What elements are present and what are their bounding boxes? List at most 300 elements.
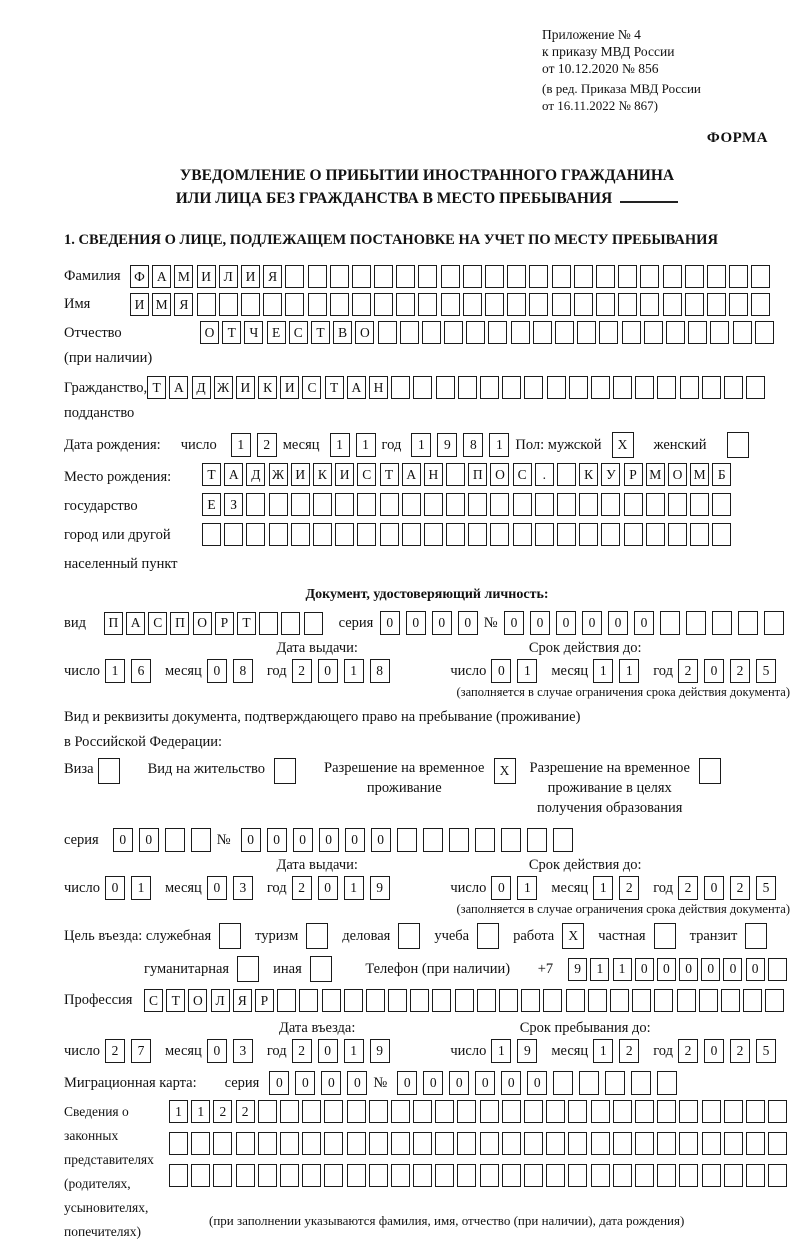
- char-cell[interactable]: 1: [590, 958, 609, 981]
- char-cell[interactable]: 1: [517, 876, 537, 900]
- char-cell[interactable]: [613, 1164, 632, 1187]
- char-cell[interactable]: 2: [619, 1039, 639, 1063]
- char-cell[interactable]: [685, 293, 704, 316]
- char-cell[interactable]: [685, 265, 704, 288]
- char-cell[interactable]: [724, 1100, 743, 1123]
- char-cell[interactable]: 0: [423, 1071, 443, 1095]
- char-cell[interactable]: С: [148, 612, 167, 635]
- char-cell[interactable]: [751, 293, 770, 316]
- char-cell[interactable]: [310, 956, 332, 982]
- char-cell[interactable]: [596, 293, 615, 316]
- char-cell[interactable]: [291, 493, 310, 516]
- char-cell[interactable]: Т: [202, 463, 221, 486]
- char-cell[interactable]: [654, 989, 673, 1012]
- char-cell[interactable]: [304, 612, 323, 635]
- char-cell[interactable]: [524, 1132, 543, 1155]
- char-cell[interactable]: А: [169, 376, 188, 399]
- char-cell[interactable]: [236, 1164, 255, 1187]
- char-cell[interactable]: [335, 523, 354, 546]
- char-cell[interactable]: 0: [241, 828, 261, 852]
- char-cell[interactable]: 2: [730, 1039, 750, 1063]
- char-cell[interactable]: [502, 1132, 521, 1155]
- char-cell[interactable]: [591, 376, 610, 399]
- char-cell[interactable]: Я: [233, 989, 252, 1012]
- char-cell[interactable]: Б: [712, 463, 731, 486]
- char-cell[interactable]: [98, 758, 120, 784]
- char-cell[interactable]: 1: [131, 876, 151, 900]
- char-cell[interactable]: 1: [491, 1039, 511, 1063]
- char-cell[interactable]: [712, 493, 731, 516]
- char-cell[interactable]: 3: [233, 1039, 253, 1063]
- char-cell[interactable]: 0: [679, 958, 698, 981]
- char-cell[interactable]: 0: [319, 828, 339, 852]
- char-cell[interactable]: [352, 293, 371, 316]
- char-cell[interactable]: [613, 376, 632, 399]
- char-cell[interactable]: [374, 265, 393, 288]
- char-cell[interactable]: [677, 989, 696, 1012]
- char-cell[interactable]: 9: [370, 876, 390, 900]
- char-cell[interactable]: И: [197, 265, 216, 288]
- char-cell[interactable]: [455, 989, 474, 1012]
- char-cell[interactable]: И: [335, 463, 354, 486]
- char-cell[interactable]: [511, 321, 530, 344]
- char-cell[interactable]: [463, 293, 482, 316]
- char-cell[interactable]: [485, 265, 504, 288]
- char-cell[interactable]: Т: [147, 376, 166, 399]
- char-cell[interactable]: [347, 1164, 366, 1187]
- char-cell[interactable]: 0: [582, 611, 602, 635]
- char-cell[interactable]: 1: [613, 958, 632, 981]
- char-cell[interactable]: [557, 523, 576, 546]
- char-cell[interactable]: Т: [237, 612, 256, 635]
- char-cell[interactable]: [751, 265, 770, 288]
- char-cell[interactable]: [397, 828, 417, 852]
- char-cell[interactable]: [524, 1100, 543, 1123]
- char-cell[interactable]: 2: [105, 1039, 125, 1063]
- char-cell[interactable]: [418, 293, 437, 316]
- char-cell[interactable]: [535, 523, 554, 546]
- char-cell[interactable]: 0: [458, 611, 478, 635]
- char-cell[interactable]: [422, 321, 441, 344]
- char-cell[interactable]: [547, 376, 566, 399]
- char-cell[interactable]: [246, 523, 265, 546]
- char-cell[interactable]: [502, 376, 521, 399]
- char-cell[interactable]: 0: [491, 876, 511, 900]
- char-cell[interactable]: 1: [593, 659, 613, 683]
- char-cell[interactable]: [699, 989, 718, 1012]
- blank-line[interactable]: [620, 187, 678, 203]
- char-cell[interactable]: О: [188, 989, 207, 1012]
- char-cell[interactable]: [729, 293, 748, 316]
- char-cell[interactable]: 0: [321, 1071, 341, 1095]
- char-cell[interactable]: [410, 989, 429, 1012]
- char-cell[interactable]: [302, 1164, 321, 1187]
- char-cell[interactable]: С: [289, 321, 308, 344]
- char-cell[interactable]: 9: [517, 1039, 537, 1063]
- char-cell[interactable]: [724, 376, 743, 399]
- char-cell[interactable]: 2: [236, 1100, 255, 1123]
- char-cell[interactable]: [388, 989, 407, 1012]
- char-cell[interactable]: [605, 1071, 625, 1095]
- char-cell[interactable]: [457, 1100, 476, 1123]
- char-cell[interactable]: [768, 1132, 787, 1155]
- char-cell[interactable]: 0: [501, 1071, 521, 1095]
- char-cell[interactable]: С: [302, 376, 321, 399]
- char-cell[interactable]: [369, 1100, 388, 1123]
- char-cell[interactable]: 0: [657, 958, 676, 981]
- char-cell[interactable]: [202, 523, 221, 546]
- char-cell[interactable]: [555, 321, 574, 344]
- char-cell[interactable]: [446, 463, 465, 486]
- char-cell[interactable]: М: [152, 293, 171, 316]
- char-cell[interactable]: Т: [311, 321, 330, 344]
- char-cell[interactable]: [666, 321, 685, 344]
- char-cell[interactable]: [435, 1132, 454, 1155]
- char-cell[interactable]: [543, 989, 562, 1012]
- char-cell[interactable]: [259, 612, 278, 635]
- char-cell[interactable]: [635, 1100, 654, 1123]
- char-cell[interactable]: [396, 265, 415, 288]
- char-cell[interactable]: [591, 1100, 610, 1123]
- char-cell[interactable]: Н: [369, 376, 388, 399]
- char-cell[interactable]: [546, 1132, 565, 1155]
- char-cell[interactable]: [733, 321, 752, 344]
- char-cell[interactable]: [477, 989, 496, 1012]
- char-cell[interactable]: 0: [701, 958, 720, 981]
- char-cell[interactable]: 0: [380, 611, 400, 635]
- char-cell[interactable]: Е: [202, 493, 221, 516]
- char-cell[interactable]: У: [601, 463, 620, 486]
- char-cell[interactable]: [663, 293, 682, 316]
- char-cell[interactable]: [280, 1100, 299, 1123]
- char-cell[interactable]: [702, 376, 721, 399]
- char-cell[interactable]: А: [224, 463, 243, 486]
- char-cell[interactable]: [738, 611, 758, 635]
- char-cell[interactable]: [507, 293, 526, 316]
- char-cell[interactable]: [768, 958, 787, 981]
- char-cell[interactable]: [237, 956, 259, 982]
- char-cell[interactable]: [668, 523, 687, 546]
- char-cell[interactable]: [646, 493, 665, 516]
- char-cell[interactable]: С: [144, 989, 163, 1012]
- char-cell[interactable]: [369, 1164, 388, 1187]
- char-cell[interactable]: [724, 1164, 743, 1187]
- char-cell[interactable]: [746, 1132, 765, 1155]
- char-cell[interactable]: 1: [489, 433, 509, 457]
- char-cell[interactable]: [743, 989, 762, 1012]
- char-cell[interactable]: [546, 1164, 565, 1187]
- char-cell[interactable]: Ж: [214, 376, 233, 399]
- char-cell[interactable]: [502, 1100, 521, 1123]
- char-cell[interactable]: 0: [491, 659, 511, 683]
- char-cell[interactable]: [591, 1164, 610, 1187]
- char-cell[interactable]: [485, 293, 504, 316]
- char-cell[interactable]: [599, 321, 618, 344]
- char-cell[interactable]: [280, 1164, 299, 1187]
- char-cell[interactable]: И: [280, 376, 299, 399]
- char-cell[interactable]: [169, 1132, 188, 1155]
- char-cell[interactable]: [169, 1164, 188, 1187]
- char-cell[interactable]: 0: [449, 1071, 469, 1095]
- char-cell[interactable]: 0: [635, 958, 654, 981]
- char-cell[interactable]: 0: [207, 876, 227, 900]
- char-cell[interactable]: [291, 523, 310, 546]
- char-cell[interactable]: 7: [131, 1039, 151, 1063]
- char-cell[interactable]: 0: [371, 828, 391, 852]
- char-cell[interactable]: [324, 1132, 343, 1155]
- char-cell[interactable]: 1: [330, 433, 350, 457]
- char-cell[interactable]: [618, 265, 637, 288]
- char-cell[interactable]: [274, 758, 296, 784]
- char-cell[interactable]: Р: [215, 612, 234, 635]
- char-cell[interactable]: 0: [269, 1071, 289, 1095]
- char-cell[interactable]: 0: [475, 1071, 495, 1095]
- char-cell[interactable]: [306, 923, 328, 949]
- char-cell[interactable]: [568, 1132, 587, 1155]
- char-cell[interactable]: [352, 265, 371, 288]
- char-cell[interactable]: [632, 989, 651, 1012]
- char-cell[interactable]: И: [291, 463, 310, 486]
- char-cell[interactable]: [269, 493, 288, 516]
- char-cell[interactable]: 1: [344, 876, 364, 900]
- char-cell[interactable]: А: [152, 265, 171, 288]
- char-cell[interactable]: [466, 321, 485, 344]
- char-cell[interactable]: 0: [267, 828, 287, 852]
- char-cell[interactable]: [308, 265, 327, 288]
- char-cell[interactable]: [679, 1132, 698, 1155]
- char-cell[interactable]: 0: [397, 1071, 417, 1095]
- char-cell[interactable]: [702, 1132, 721, 1155]
- char-cell[interactable]: [435, 1100, 454, 1123]
- char-cell[interactable]: [657, 1164, 676, 1187]
- char-cell[interactable]: Я: [174, 293, 193, 316]
- char-cell[interactable]: П: [104, 612, 123, 635]
- char-cell[interactable]: [302, 1100, 321, 1123]
- char-cell[interactable]: 1: [411, 433, 431, 457]
- char-cell[interactable]: 0: [608, 611, 628, 635]
- char-cell[interactable]: К: [579, 463, 598, 486]
- char-cell[interactable]: [640, 265, 659, 288]
- char-cell[interactable]: [468, 523, 487, 546]
- char-cell[interactable]: И: [241, 265, 260, 288]
- char-cell[interactable]: Я: [263, 265, 282, 288]
- char-cell[interactable]: [499, 989, 518, 1012]
- char-cell[interactable]: [285, 265, 304, 288]
- char-cell[interactable]: [391, 1164, 410, 1187]
- char-cell[interactable]: М: [646, 463, 665, 486]
- char-cell[interactable]: [436, 376, 455, 399]
- char-cell[interactable]: 0: [704, 659, 724, 683]
- char-cell[interactable]: [391, 1100, 410, 1123]
- char-cell[interactable]: 0: [318, 1039, 338, 1063]
- char-cell[interactable]: [553, 1071, 573, 1095]
- char-cell[interactable]: [577, 321, 596, 344]
- char-cell[interactable]: 0: [723, 958, 742, 981]
- char-cell[interactable]: [213, 1164, 232, 1187]
- char-cell[interactable]: И: [130, 293, 149, 316]
- char-cell[interactable]: [191, 1132, 210, 1155]
- char-cell[interactable]: [191, 1164, 210, 1187]
- char-cell[interactable]: О: [200, 321, 219, 344]
- char-cell[interactable]: 9: [568, 958, 587, 981]
- char-cell[interactable]: [191, 828, 211, 852]
- char-cell[interactable]: Ж: [269, 463, 288, 486]
- char-cell[interactable]: Д: [246, 463, 265, 486]
- char-cell[interactable]: 0: [318, 659, 338, 683]
- char-cell[interactable]: 0: [113, 828, 133, 852]
- char-cell[interactable]: [432, 989, 451, 1012]
- char-cell[interactable]: [441, 265, 460, 288]
- char-cell[interactable]: [553, 828, 573, 852]
- char-cell[interactable]: [657, 1132, 676, 1155]
- char-cell[interactable]: 0: [556, 611, 576, 635]
- char-cell[interactable]: [475, 828, 495, 852]
- char-cell[interactable]: [236, 1132, 255, 1155]
- char-cell[interactable]: П: [468, 463, 487, 486]
- char-cell[interactable]: 0: [345, 828, 365, 852]
- char-cell[interactable]: [535, 493, 554, 516]
- char-cell[interactable]: [418, 265, 437, 288]
- char-cell[interactable]: 5: [756, 876, 776, 900]
- char-cell[interactable]: [366, 989, 385, 1012]
- char-cell[interactable]: [402, 523, 421, 546]
- char-cell[interactable]: Т: [380, 463, 399, 486]
- char-cell[interactable]: [513, 493, 532, 516]
- char-cell[interactable]: 1: [344, 1039, 364, 1063]
- char-cell[interactable]: 5: [756, 1039, 776, 1063]
- char-cell[interactable]: [546, 1100, 565, 1123]
- char-cell[interactable]: Т: [166, 989, 185, 1012]
- char-cell[interactable]: [521, 989, 540, 1012]
- char-cell[interactable]: 1: [593, 1039, 613, 1063]
- char-cell[interactable]: [380, 523, 399, 546]
- char-cell[interactable]: [533, 321, 552, 344]
- char-cell[interactable]: [391, 1132, 410, 1155]
- char-cell[interactable]: О: [490, 463, 509, 486]
- char-cell[interactable]: [507, 265, 526, 288]
- char-cell[interactable]: 2: [292, 659, 312, 683]
- char-cell[interactable]: [574, 293, 593, 316]
- char-cell[interactable]: [640, 293, 659, 316]
- char-cell[interactable]: [566, 989, 585, 1012]
- char-cell[interactable]: Р: [255, 989, 274, 1012]
- char-cell[interactable]: [764, 611, 784, 635]
- char-cell[interactable]: [688, 321, 707, 344]
- char-cell[interactable]: [569, 376, 588, 399]
- char-cell[interactable]: [299, 989, 318, 1012]
- char-cell[interactable]: [513, 523, 532, 546]
- char-cell[interactable]: [524, 1164, 543, 1187]
- char-cell[interactable]: 8: [463, 433, 483, 457]
- char-cell[interactable]: А: [402, 463, 421, 486]
- char-cell[interactable]: [308, 293, 327, 316]
- char-cell[interactable]: З: [224, 493, 243, 516]
- char-cell[interactable]: [490, 493, 509, 516]
- char-cell[interactable]: 1: [231, 433, 251, 457]
- char-cell[interactable]: [391, 376, 410, 399]
- char-cell[interactable]: [477, 923, 499, 949]
- char-cell[interactable]: М: [690, 463, 709, 486]
- char-cell[interactable]: [347, 1100, 366, 1123]
- char-cell[interactable]: [529, 293, 548, 316]
- char-cell[interactable]: 0: [432, 611, 452, 635]
- char-cell[interactable]: [690, 493, 709, 516]
- char-cell[interactable]: Е: [267, 321, 286, 344]
- char-cell[interactable]: [721, 989, 740, 1012]
- char-cell[interactable]: [457, 1132, 476, 1155]
- char-cell[interactable]: [263, 293, 282, 316]
- char-cell[interactable]: 3: [233, 876, 253, 900]
- char-cell[interactable]: [631, 1071, 651, 1095]
- char-cell[interactable]: [729, 265, 748, 288]
- char-cell[interactable]: Р: [624, 463, 643, 486]
- char-cell[interactable]: [197, 293, 216, 316]
- char-cell[interactable]: [552, 265, 571, 288]
- char-cell[interactable]: [702, 1100, 721, 1123]
- char-cell[interactable]: О: [193, 612, 212, 635]
- char-cell[interactable]: [557, 463, 576, 486]
- char-cell[interactable]: М: [174, 265, 193, 288]
- char-cell[interactable]: 2: [213, 1100, 232, 1123]
- char-cell[interactable]: [322, 989, 341, 1012]
- char-cell[interactable]: [765, 989, 784, 1012]
- char-cell[interactable]: [313, 523, 332, 546]
- char-cell[interactable]: 0: [406, 611, 426, 635]
- char-cell[interactable]: [707, 293, 726, 316]
- char-cell[interactable]: [224, 523, 243, 546]
- char-cell[interactable]: [369, 1132, 388, 1155]
- char-cell[interactable]: [330, 265, 349, 288]
- char-cell[interactable]: [423, 828, 443, 852]
- char-cell[interactable]: [527, 828, 547, 852]
- char-cell[interactable]: [610, 989, 629, 1012]
- char-cell[interactable]: [690, 523, 709, 546]
- char-cell[interactable]: С: [357, 463, 376, 486]
- char-cell[interactable]: [413, 376, 432, 399]
- char-cell[interactable]: [663, 265, 682, 288]
- char-cell[interactable]: [424, 493, 443, 516]
- char-cell[interactable]: [557, 493, 576, 516]
- char-cell[interactable]: [680, 376, 699, 399]
- char-cell[interactable]: [596, 265, 615, 288]
- char-cell[interactable]: [568, 1100, 587, 1123]
- char-cell[interactable]: 9: [370, 1039, 390, 1063]
- char-cell[interactable]: 0: [105, 876, 125, 900]
- char-cell[interactable]: [313, 493, 332, 516]
- char-cell[interactable]: 1: [344, 659, 364, 683]
- char-cell[interactable]: [285, 293, 304, 316]
- char-cell[interactable]: [768, 1164, 787, 1187]
- char-cell[interactable]: Н: [424, 463, 443, 486]
- char-cell[interactable]: [269, 523, 288, 546]
- char-cell[interactable]: 0: [295, 1071, 315, 1095]
- char-cell[interactable]: [374, 293, 393, 316]
- char-cell[interactable]: [480, 376, 499, 399]
- char-cell[interactable]: [712, 523, 731, 546]
- char-cell[interactable]: [468, 493, 487, 516]
- char-cell[interactable]: [330, 293, 349, 316]
- char-cell[interactable]: [357, 523, 376, 546]
- char-cell[interactable]: [654, 923, 676, 949]
- char-cell[interactable]: [324, 1100, 343, 1123]
- char-cell[interactable]: X: [562, 923, 584, 949]
- char-cell[interactable]: [727, 432, 749, 458]
- char-cell[interactable]: 8: [233, 659, 253, 683]
- char-cell[interactable]: [357, 493, 376, 516]
- char-cell[interactable]: [413, 1164, 432, 1187]
- char-cell[interactable]: [277, 989, 296, 1012]
- char-cell[interactable]: X: [612, 432, 634, 458]
